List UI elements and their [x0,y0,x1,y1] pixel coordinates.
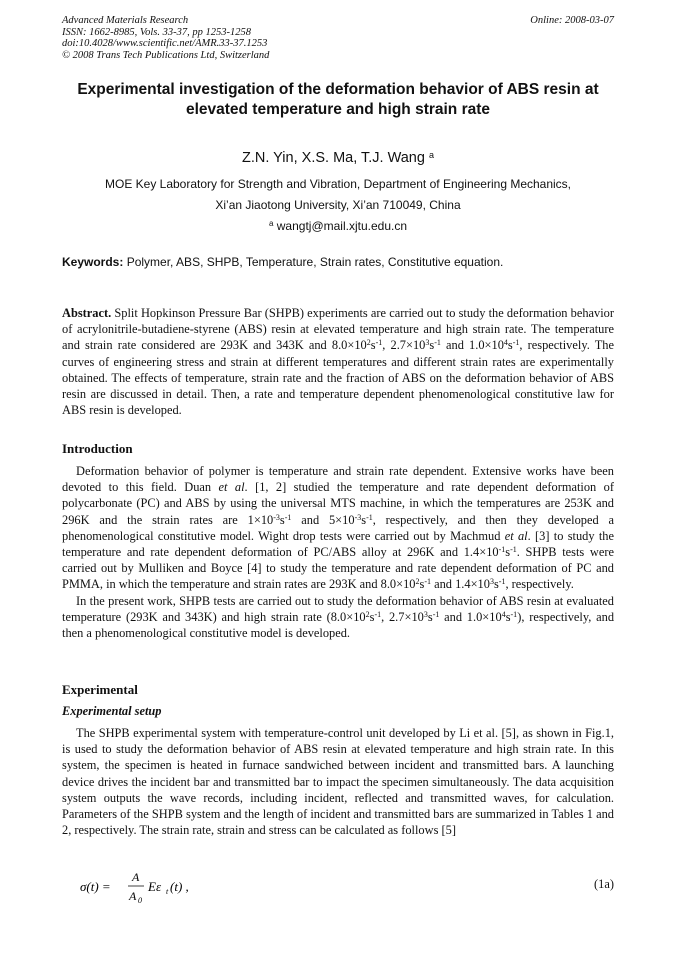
title-line-2: elevated temperature and high strain rate [185,101,491,118]
abstract-text-2: , 2.7×10 [382,338,426,353]
title-line-1: Experimental investigation of the deformation behavior of ABS resin at [77,81,599,98]
experimental-body [62,725,614,838]
eq-lhs: σ(t) = [80,879,111,894]
equation-number: (1a) [594,877,614,891]
subsection-heading-setup: Experimental setup [62,704,162,718]
affiliation-line-2: Xi’an Jiaotong University, Xi’an 710049, China [215,198,461,212]
authors-superscript: a [428,150,434,160]
author-list [62,150,614,166]
eq-rhs-sub: t [166,887,169,896]
equation-svg [80,867,220,907]
eq-rhs-tail: (t) , [170,879,189,894]
keywords-label: Keywords: [62,255,124,269]
intro-paragraph-2: In the present work, SHPB tests are carried out to study the deformation behavior of ABS resin at evaluated temperature (293K and 343K) and high strain rate ($8.0\times 10^2s^{-1}$, $2.7\times 10^3s^{-1}$ and $1.0\times 10^4s^{-1}$), respectively, and then a phenomenological constitutive model is developed. [62,593,615,641]
eq-denominator: A [129,889,137,903]
eq-denominator-sub: 0 [138,896,142,905]
section-heading-introduction: Introduction [62,441,133,456]
journal-name: Advanced Materials Research [62,15,189,26]
online-date: Online: 2008-03-07 [530,15,614,26]
eq-rhs: Eε [148,879,162,894]
abstract: Abstract. Split Hopkinson Pressure Bar (SHPB) experiments are carried out to study the deformation behavior of acrylonitrile-butadiene-styrene (ABS) resin at elevated temperature and high strain rate. The temperature and strain rate considered are 293K and 343K and $8.0\times 10^2s^{-1}$, $2.7\times 10^3s^{-1}$ and $1.0\times 10^4s^{-1}$, respectively. The curves of engineering stress and strain at different temperatures and different strain rates are experimentally obtained. The effects of temperature, strain rate and the fraction of ABS on the deformation behavior of ABS resin are discussed in detail. Then, a rate and temperature dependent phenomenological constitutive law for ABS resin is developed. [62,306,614,418]
eq-numerator: A [132,870,140,884]
affiliation-line-1: MOE Key Laboratory for Strength and Vibration, Department of Engineering Mechanics, [104,177,572,191]
intro-paragraph-1: Deformation behavior of polymer is temperature and strain rate dependent. Extensive works have been devoted to this field. Duan et al. [1, 2] studied the temperature and rate dependent deformation of polycarbonate (PC) and ABS by using the universal MTS machine, in which the temperatures are 253K and 296K and the strain rates are $1\times 10^{-3}s^{-1}$ and $5\times 10^{-3}s^{-1}$, respectively, and then they developed a phenomenological constitutive model. Wight drop tests were carried out by Machmud et al. [3] to study the temperature and rate dependent deformation of PC/ABS alloy at 296K and $1.4\times 10^{-1}s^{-1}$. SHPB tests were carried out by Mulliken and Boyce [4] to study the temperature and rate dependent deformation of PC and PMMA, in which the temperature and strain rates are 293K and $8.0\times 10^2s^{-1}$ and $1.4\times 10^3s^{-1}$, respectively. [62,464,615,592]
authors-text: Z.N. Yin, X.S. Ma, T.J. Wang [242,150,425,166]
experimental-paragraph-1: The SHPB experimental system with temperature-control unit developed by Li et al. [5], as shown in Fig.1, is used to study the deformation behavior of ABS resin at elevated temperature and high strain rate. In this system, the specimen is heated in furnace sandwiched between incident and transmitted bars. A launching device drives the incident bar and transmitted bar to impact the specimen simultaneously. The data acquisition system outputs the wave records, including incident, reflected and transmitted waves, for calculation. Parameters of the SHPB system and the length of incident and transmitted bars are summarized in Tables 1 and 2, respectively. The strain rate, strain and stress can be calculated as follows [5] [62,726,614,838]
paper-title [62,80,614,120]
equation-1a [80,867,220,911]
copyright-line: © 2008 Trans Tech Publications Ltd, Switzerland [62,49,270,61]
journal-header [62,15,614,61]
keywords [62,255,614,269]
abstract-text-1: Split Hopkinson Pressure Bar (SHPB) experiments are carried out to study the deformation behavior of acrylonitrile-butadiene-styrene (ABS) resin at elevated temperature and high strain rate. The temperature and strain rate considered are 293K and 343K and 8.0×10 [62,306,614,353]
section-heading-experimental: Experimental [62,682,138,697]
introduction-body [62,463,614,641]
email-text[interactable]: wangtj@mail.xjtu.edu.cn [276,219,408,233]
abstract-label: Abstract. [62,306,112,320]
abstract-text-4: , respectively. The curves of engineering stress and strain at different temperatures and different strain rates are experimentally obtained. The effects of temperature, strain rate and the fraction of ABS on the deformation behavior of ABS resin are discussed in detail. Then, a rate and temperature dependent phenomenological constitutive law for ABS resin is developed. [62,338,614,418]
email-superscript: a [268,219,274,228]
keywords-text: Polymer, ABS, SHPB, Temperature, Strain rates, Constitutive equation. [126,255,504,269]
author-email [62,219,614,233]
issn-line: ISSN: 1662-8985, Vols. 33-37, pp 1253-1258 [62,26,251,38]
abstract-text-3: and 1.0×10 [440,338,504,353]
doi-line: doi:10.4028/www.scientific.net/AMR.33-37.1253 [62,38,268,49]
